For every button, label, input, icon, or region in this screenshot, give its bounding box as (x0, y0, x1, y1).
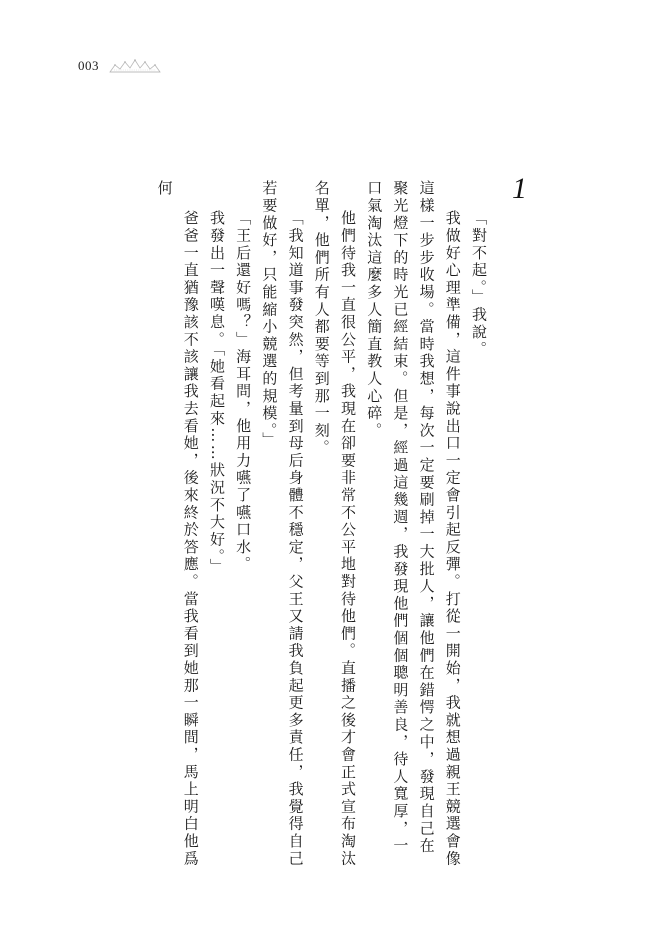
page-header (78, 58, 161, 74)
page-number: 003 (78, 58, 99, 73)
paragraph: 我發出一聲嘆息。「她看起來……狀況不大好。」 (207, 210, 226, 576)
paragraph: 「對不起。」我說。 (470, 210, 488, 359)
paragraph: 他們待我一直很公平，我現在卻要非常不公平地對待他們。直播之後才會正式宣布淘汰名單，他們所有人都要等到那一刻。 (312, 180, 357, 868)
chapter-number: 1 (512, 172, 527, 205)
paragraph: 我做好心理準備，這件事說出口一定會引起反彈。打從一開始，我就想過親王競選會像這樣一步步收場。當時我想，每次一定要刷掉一大批人，讓他們在錯愕之中，發現自己在聚光燈下的時光已經結束。但是，經過這幾週，我發現他們個個聰明善良，待人寬厚，一口氣淘汰這麼多人簡直教人心碎。 (365, 180, 462, 868)
paragraph: 「我知道事發突然，但考量到母后身體不穩定，父王又請我負起更多責任，我覺得自己若要做好，只能縮小競選的規模。」 (260, 180, 305, 868)
body-text (80, 180, 492, 870)
paragraph: 爸爸一直猶豫該不該讓我去看她，後來終於答應。當我看到她那一瞬間，馬上明白他爲何 (155, 180, 200, 868)
crown-ornament-icon (109, 59, 161, 73)
paragraph: 「王后還好嗎？」海耳問，他用力嚥了嚥口水。 (234, 210, 253, 574)
